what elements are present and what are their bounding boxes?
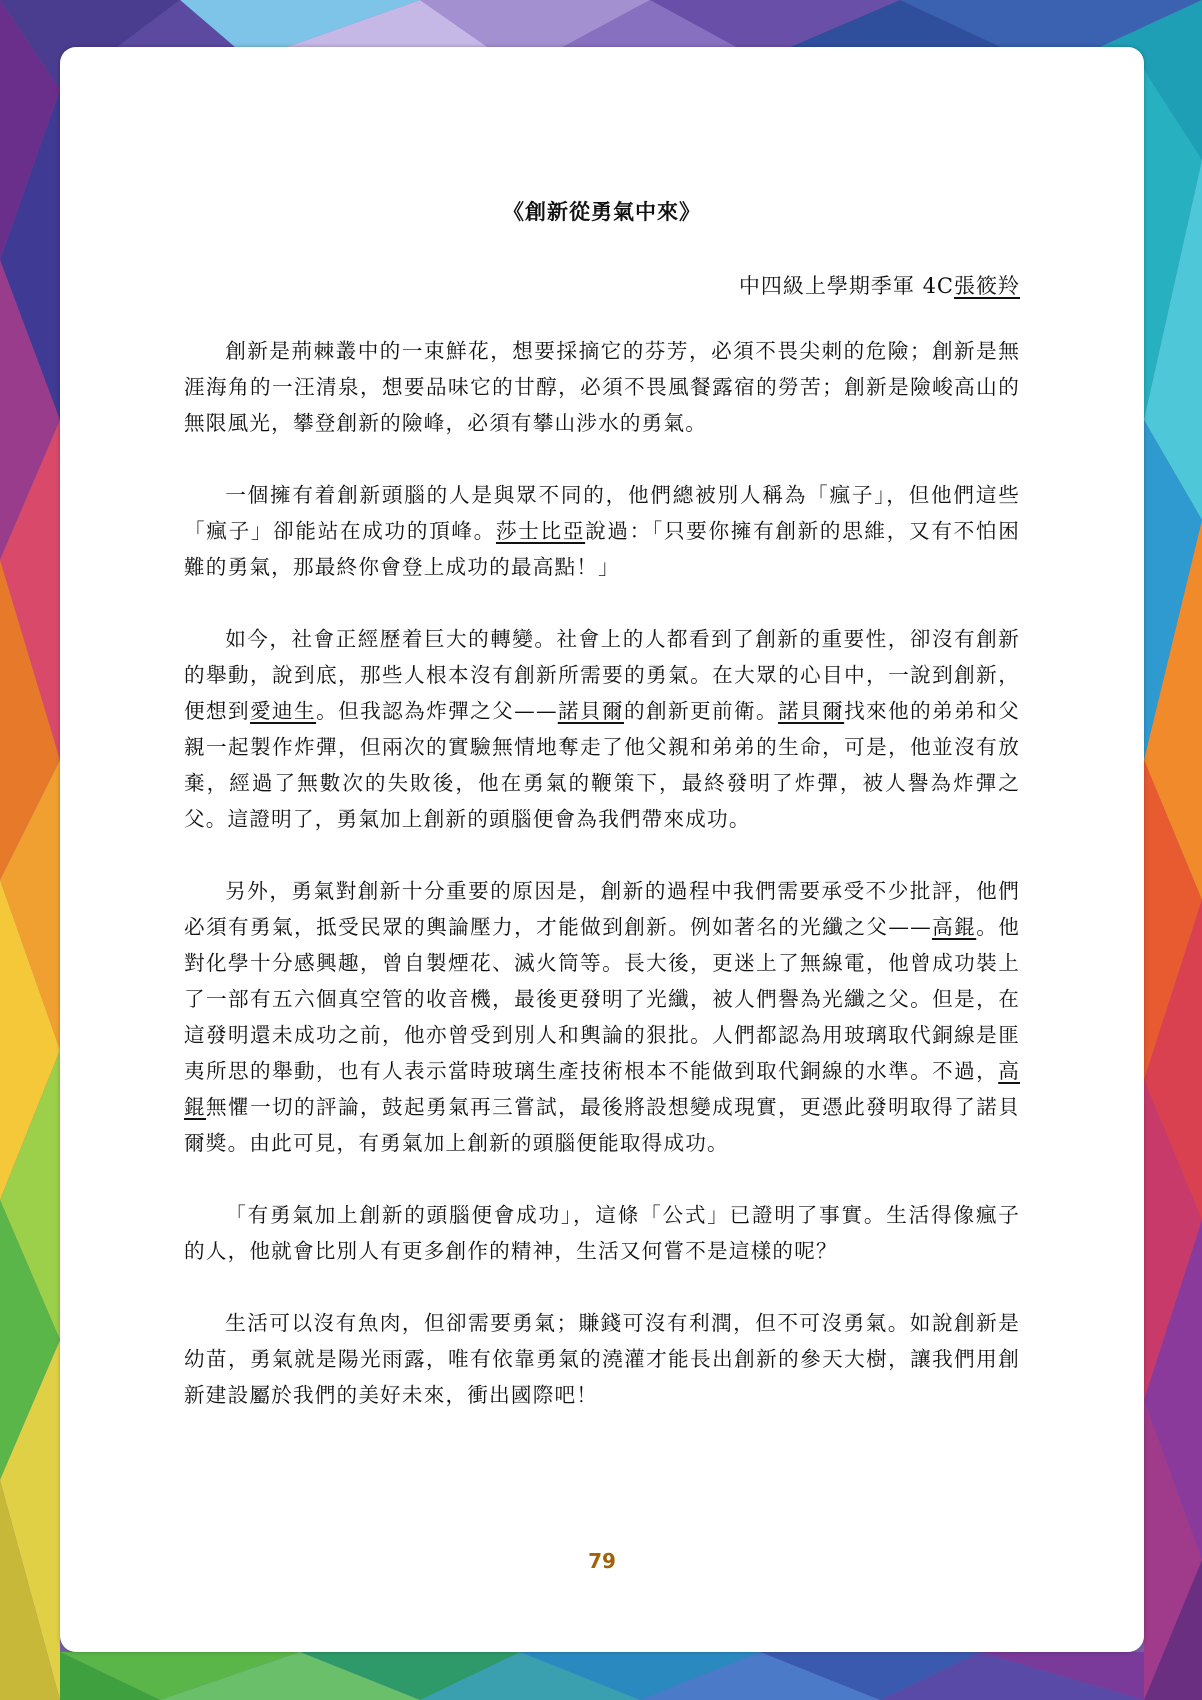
paragraph xyxy=(184,333,1020,441)
underlined-name: 高錕 xyxy=(931,915,977,939)
article-byline xyxy=(184,271,1020,301)
page-number: 79 xyxy=(588,1549,616,1573)
paragraph-text: 的創新更前衛。 xyxy=(624,699,779,723)
paragraph-text: 「有勇氣加上創新的頭腦便會成功」，這條「公式」已證明了事實。生活得像瘋子的人，他就會比別人有更多創作的精神，生活又何嘗不是這樣的呢？ xyxy=(184,1203,1020,1263)
paragraph xyxy=(184,477,1020,585)
document-page xyxy=(60,47,1144,1652)
article-title: 《創新從勇氣中來》 xyxy=(503,199,701,224)
underlined-name: 高錕 xyxy=(184,1059,1020,1119)
article-body xyxy=(184,333,1020,1413)
paragraph-text: 無懼一切的評論，鼓起勇氣再三嘗試，最後將設想變成現實，更憑此發明取得了諾貝爾獎。由此可見，有勇氣加上創新的頭腦便能取得成功。 xyxy=(184,1095,1020,1155)
byline-author: 張筱羚 xyxy=(954,274,1020,298)
paragraph xyxy=(184,873,1020,1161)
paragraph xyxy=(184,1305,1020,1413)
underlined-name: 諾貝爾 xyxy=(778,699,845,723)
paragraph xyxy=(184,1197,1020,1269)
paragraph-text: 。但我認為炸彈之父—— xyxy=(316,699,558,723)
byline-award: 中四級上學期季軍 4C xyxy=(738,274,954,298)
underlined-name: 愛迪生 xyxy=(250,699,317,723)
article xyxy=(184,197,1020,1449)
paragraph-text: 生活可以沒有魚肉，但卻需要勇氣；賺錢可沒有利潤，但不可沒勇氣。如說創新是幼苗，勇氣就是陽光雨露，唯有依靠勇氣的澆灌才能長出創新的參天大樹，讓我們用創新建設屬於我們的美好未來，衝出國際吧！ xyxy=(184,1311,1020,1407)
paragraph-text: 找來他的弟弟和父親一起製作炸彈，但兩次的實驗無情地奪走了他父親和弟弟的生命，可是，他並沒有放棄，經過了無數次的失敗後，他在勇氣的鞭策下，最終發明了炸彈，被人譽為炸彈之父。這證明了，勇氣加上創新的頭腦便會為我們帶來成功。 xyxy=(184,699,1020,831)
underlined-name: 諾貝爾 xyxy=(557,699,624,723)
paragraph-text: 。他對化學十分感興趣，曾自製煙花、滅火筒等。長大後，更迷上了無線電，他曾成功裝上了一部有五六個真空管的收音機，最後更發明了光纖，被人們譽為光纖之父。但是，在這發明還未成功之前，他亦曾受到別人和輿論的狠批。人們都認為用玻璃取代銅線是匪夷所思的舉動，也有人表示當時玻璃生產技術根本不能做到取代銅線的水準。不過， xyxy=(184,915,1021,1083)
paragraph-text: 一個擁有着創新頭腦的人是與眾不同的，他們總被別人稱為「瘋子」，但他們這些「瘋子」卻能站在成功的頂峰。 xyxy=(184,483,1020,543)
paragraph-text: 創新是荊棘叢中的一束鮮花，想要採摘它的芬芳，必須不畏尖刺的危險；創新是無涯海角的一汪清泉，想要品味它的甘醇，必須不畏風餐露宿的勞苦；創新是險峻高山的無限風光，攀登創新的險峰，必須有攀山涉水的勇氣。 xyxy=(184,339,1020,435)
paragraph-text: 如今，社會正經歷着巨大的轉變。社會上的人都看到了創新的重要性，卻沒有創新的舉動，說到底，那些人根本沒有創新所需要的勇氣。在大眾的心目中，一說到創新，便想到 xyxy=(184,627,1020,723)
paragraph-text: 說過：「只要你擁有創新的思維，又有不怕困難的勇氣，那最終你會登上成功的最高點！」 xyxy=(184,519,1020,579)
underlined-name: 莎士比亞 xyxy=(495,519,586,543)
paragraph-text: 另外，勇氣對創新十分重要的原因是，創新的過程中我們需要承受不少批評，他們必須有勇氣，抵受民眾的輿論壓力，才能做到創新。例如著名的光纖之父—— xyxy=(184,879,1020,939)
paragraph xyxy=(184,621,1020,837)
